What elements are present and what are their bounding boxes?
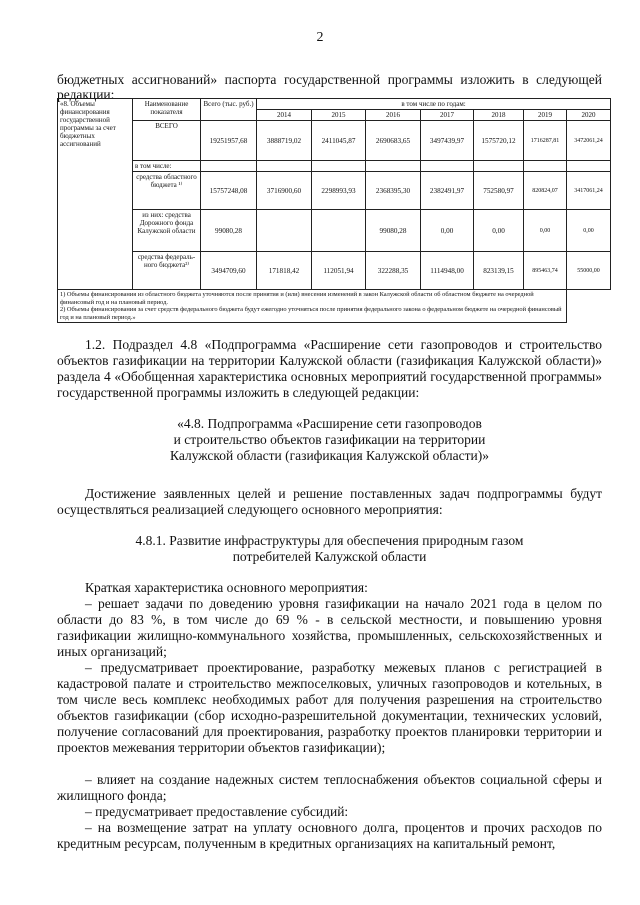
brief-title: Краткая характеристика основного мероприятия: xyxy=(85,580,368,595)
value-cell: 752580,97 xyxy=(474,172,524,210)
year-header: 2015 xyxy=(312,110,366,121)
value-cell: 3497439,97 xyxy=(421,121,474,161)
para-goals: Достижение заявленных целей и решение поставленных задач подпрограммы будут осуществляться реализацией следующего основного мероприятия: xyxy=(57,486,602,517)
value-cell: 3417061,24 xyxy=(567,172,611,210)
page-number: 2 xyxy=(316,30,324,45)
bullet-1: – решает задачи по доведению уровня газификации на начало 2021 года в целом по области до 83 %, в том числе до 69 % - в сельской местности, и повышению уровня газификации жилищно-коммунального хозяйства, промышленных, сельскохозяйственных и иных организаций; xyxy=(57,596,602,659)
heading-line: потребителей Калужской области xyxy=(232,549,427,564)
row-label: средства областного бюджета ¹⁾ xyxy=(133,172,201,210)
value-cell: 2690683,65 xyxy=(366,121,421,161)
value-cell xyxy=(257,210,312,252)
value-cell: 112051,94 xyxy=(312,252,366,290)
value-cell xyxy=(312,210,366,252)
year-header: 2018 xyxy=(474,110,524,121)
table-row xyxy=(58,210,611,252)
table-row-header: «8. Объемы финансирования государственной программы за счет бюджетных ассигнований xyxy=(58,99,133,290)
value-cell: 1716287,81 xyxy=(524,121,567,161)
value-cell: 171818,42 xyxy=(257,252,312,290)
table-header-row xyxy=(58,99,611,110)
value-cell: 2411045,87 xyxy=(312,121,366,161)
heading-line: и строительство объектов газификации на территории xyxy=(173,432,486,447)
row-label: из них: средства Дорожного фонда Калужской области xyxy=(133,210,201,252)
years-caption: в том числе по годам: xyxy=(257,99,611,110)
year-header: 2016 xyxy=(366,110,421,121)
table-row xyxy=(58,172,611,210)
year-header: 2014 xyxy=(257,110,312,121)
col-total-header: Всего (тыс. руб.) xyxy=(201,99,257,121)
bullet-3: – влияет на создание надежных систем теплоснабжения объектов социальной сферы и жилищного фонда; xyxy=(57,772,602,803)
note-2: 2) Объемы финансирования за счет средств федерального бюджета будут ежегодно уточняться после принятия федерального закона о федеральном бюджете на очередной финансовый год и на плановый период.» xyxy=(60,306,562,321)
value-cell: 820824,07 xyxy=(524,172,567,210)
bullet-4: – предусматривает предоставление субсидий: xyxy=(85,804,349,819)
row-label: в том числе: xyxy=(133,161,201,172)
intro-text: бюджетных ассигнований» паспорта государственной программы изложить в следующей редакции: xyxy=(57,72,602,102)
heading-4-8-1 xyxy=(57,533,602,565)
value-cell: 0,00 xyxy=(474,210,524,252)
notes-row xyxy=(58,290,611,323)
heading-line: «4.8. Подпрограмма «Расширение сети газопроводов xyxy=(177,416,482,431)
value-cell: 823139,15 xyxy=(474,252,524,290)
note-1: 1) Объемы финансирования из областного бюджета уточняются после принятия и (или) внесения изменений в закон Калужской области об областном бюджете на очередной финансовый год и на плановый период. xyxy=(60,291,534,306)
row-label: средства федераль-ного бюджета²⁾ xyxy=(133,252,201,290)
row-total: 19251957,68 xyxy=(201,121,257,161)
year-header: 2019 xyxy=(524,110,567,121)
value-cell: 2298993,93 xyxy=(312,172,366,210)
table-notes xyxy=(58,290,567,323)
table-row xyxy=(58,121,611,161)
row-total: 15757248,08 xyxy=(201,172,257,210)
bullet-5: – на возмещение затрат на уплату основного долга, процентов и прочих расходов по кредитным ресурсам, полученным в кредитных организациях на капитальный ремонт, xyxy=(57,820,602,851)
heading-line: 4.8.1. Развитие инфраструктуры для обеспечения природным газом xyxy=(135,533,524,548)
value-cell: 2368395,30 xyxy=(366,172,421,210)
year-header: 2017 xyxy=(421,110,474,121)
value-cell: 0,00 xyxy=(567,210,611,252)
table-row xyxy=(58,252,611,290)
value-cell: 3888719,02 xyxy=(257,121,312,161)
value-cell: 3472061,24 xyxy=(567,121,611,161)
value-cell: 2382491,97 xyxy=(421,172,474,210)
row-total: 3494709,60 xyxy=(201,252,257,290)
value-cell: 1575720,12 xyxy=(474,121,524,161)
value-cell: 3716900,60 xyxy=(257,172,312,210)
value-cell: 0,00 xyxy=(524,210,567,252)
value-cell: 55000,00 xyxy=(567,252,611,290)
value-cell: 99080,28 xyxy=(366,210,421,252)
col-name-header: Наименование показателя xyxy=(133,99,201,121)
row-label: ВСЕГО xyxy=(133,121,201,161)
para-1-2: 1.2. Подраздел 4.8 «Подпрограмма «Расширение сети газопроводов и строительство объектов газификации на территории Калужской области (газификация Калужской области)» раздела 4 «Обобщенная характеристика основных мероприятий государственной программы» государственной программы изложить в следующей редакции: xyxy=(57,337,602,400)
row-total: 99080,28 xyxy=(201,210,257,252)
bullet-2: – предусматривает проектирование, разработку межевых планов с регистрацией в кадастровой палате и строительство межпоселковых, уличных газопроводов и котельных, в том числе весь комплекс необходимых работ для получения разрешения на строительство объектов газификации (сбор исходно-разрешительной документации, технических условий, получение согласований для проектирования, разработку проектов планировки территории и проектов межевания территории объектов газификации); xyxy=(57,660,602,755)
value-cell: 895463,74 xyxy=(524,252,567,290)
heading-line: Калужской области (газификация Калужской области)» xyxy=(170,448,489,463)
year-header: 2020 xyxy=(567,110,611,121)
value-cell: 1114948,00 xyxy=(421,252,474,290)
heading-4-8 xyxy=(57,416,602,464)
financing-table xyxy=(57,98,611,323)
table-row xyxy=(58,161,611,172)
value-cell: 0,00 xyxy=(421,210,474,252)
value-cell: 322288,35 xyxy=(366,252,421,290)
